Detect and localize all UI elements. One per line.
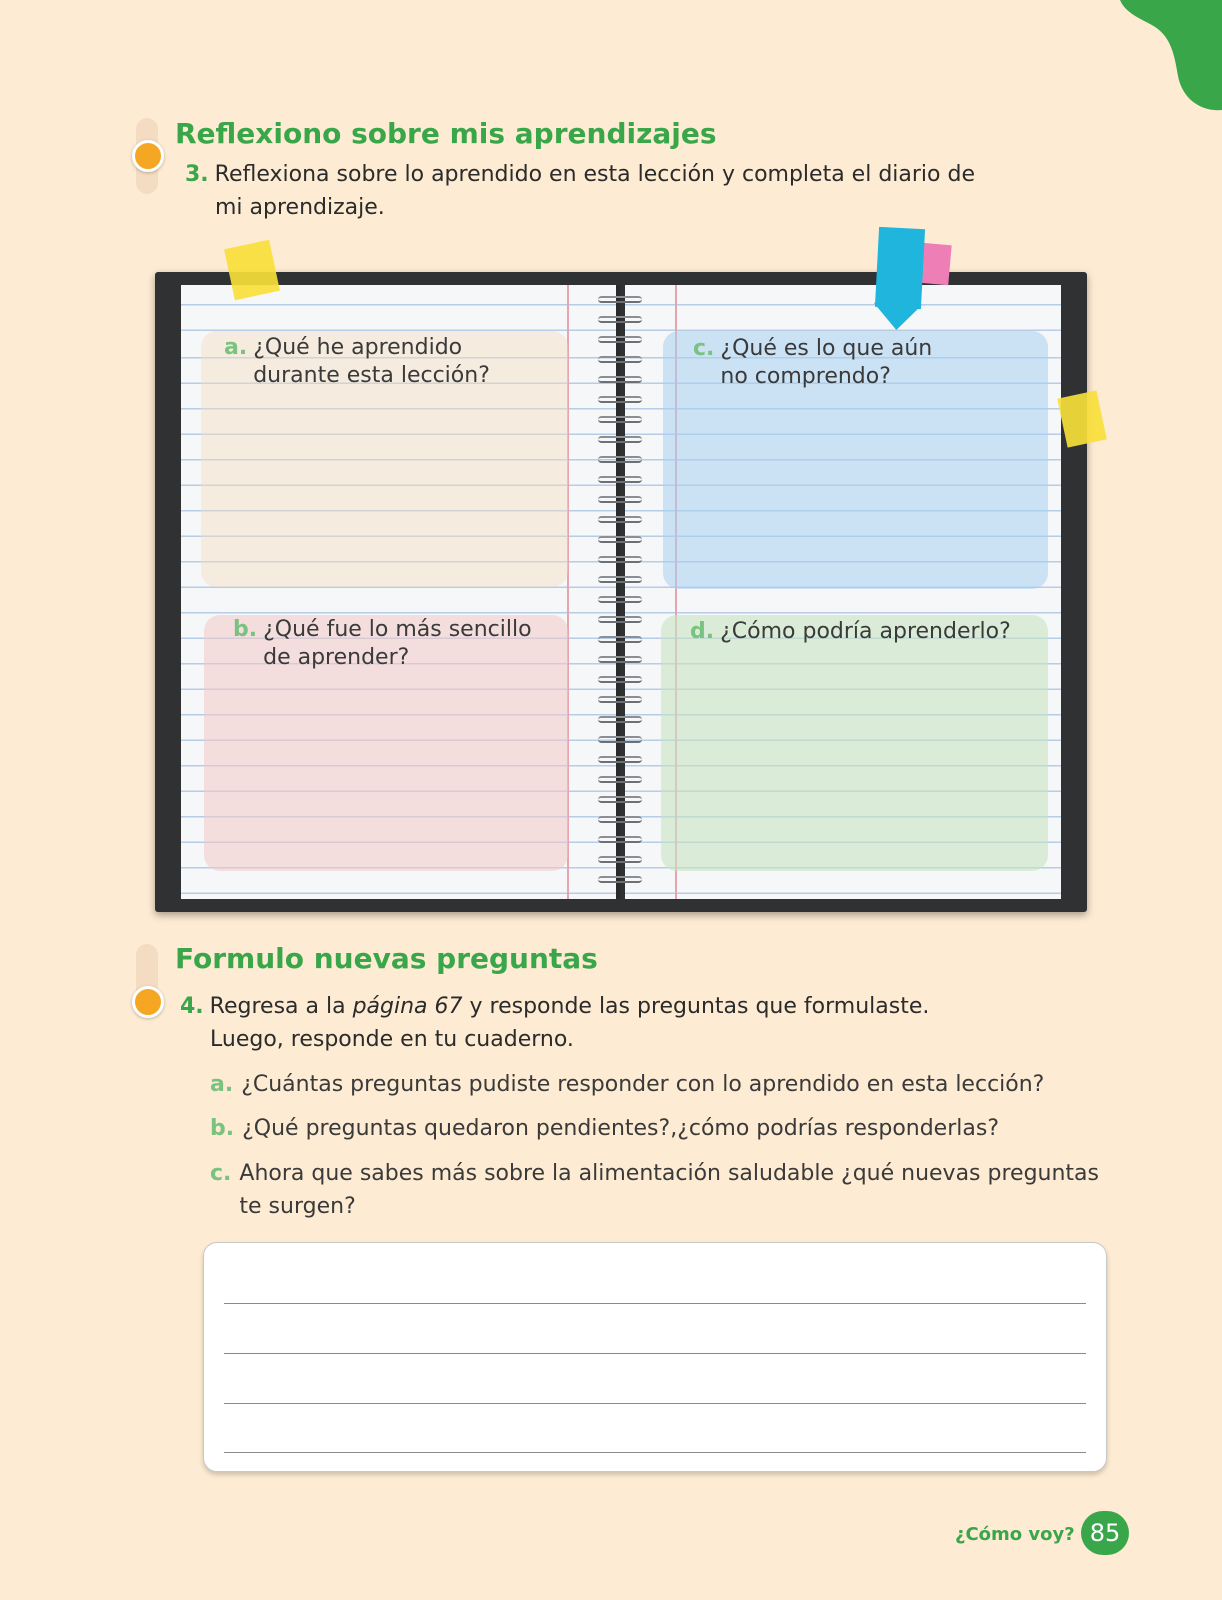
instruction-3 xyxy=(185,158,1085,224)
spiral-ring xyxy=(598,556,642,563)
spiral-ring xyxy=(598,776,642,783)
spiral-ring xyxy=(598,676,642,683)
spiral-ring xyxy=(598,816,642,823)
spiral-ring xyxy=(598,416,642,423)
question-text: no comprendo? xyxy=(720,364,891,389)
spiral-ring xyxy=(598,856,642,863)
spiral-ring xyxy=(598,316,642,323)
instruction-number: 3. xyxy=(185,162,209,187)
instruction-text: y responde las preguntas que formulaste. xyxy=(462,994,930,1019)
question-letter: c. xyxy=(693,336,715,361)
section-title-new-questions: Formulo nuevas preguntas xyxy=(175,942,598,975)
spiral-ring xyxy=(598,536,642,543)
footer-section-label: ¿Cómo voy? xyxy=(955,1524,1075,1545)
journal-question-d xyxy=(690,618,1011,646)
spiral-ring xyxy=(598,616,642,623)
question-text: ¿Cómo podría aprenderlo? xyxy=(720,619,1011,644)
section-bullet-icon xyxy=(132,986,164,1018)
blue-bookmark-icon xyxy=(875,227,925,309)
spiral-ring xyxy=(598,336,642,343)
spiral-ring xyxy=(598,696,642,703)
spiral-ring xyxy=(598,456,642,463)
journal-question-b xyxy=(233,616,532,672)
spiral-ring xyxy=(598,636,642,643)
answer-line[interactable] xyxy=(224,1403,1086,1404)
instruction-text: Reflexiona sobre lo aprendido en esta lección y completa el diario de xyxy=(214,162,975,187)
corner-decoration xyxy=(1120,0,1222,112)
spiral-ring xyxy=(598,716,642,723)
question-letter: a. xyxy=(224,335,248,360)
instruction-text-continued: Luego, responde en tu cuaderno. xyxy=(210,1027,574,1052)
sub-question-a xyxy=(210,1068,1101,1101)
spiral-ring xyxy=(598,656,642,663)
spiral-ring xyxy=(598,756,642,763)
question-letter: b. xyxy=(233,617,258,642)
answer-line[interactable] xyxy=(224,1452,1086,1453)
spiral-ring xyxy=(598,476,642,483)
sub-question-letter: a. xyxy=(210,1072,234,1097)
section-title-reflection: Reflexiono sobre mis aprendizajes xyxy=(175,117,717,150)
yellow-tape-icon xyxy=(224,240,280,300)
sub-question-letter: b. xyxy=(210,1116,235,1141)
spiral-ring xyxy=(598,836,642,843)
question-text: ¿Qué es lo que aún xyxy=(720,336,933,361)
page-number: 85 xyxy=(1081,1511,1129,1555)
spiral-ring xyxy=(598,516,642,523)
spiral-ring xyxy=(598,296,642,303)
blue-bookmark-tip xyxy=(872,303,921,331)
journal-question-a xyxy=(224,334,490,390)
spiral-ring xyxy=(598,736,642,743)
spiral-ring xyxy=(598,796,642,803)
spiral-ring xyxy=(598,436,642,443)
spiral-ring xyxy=(598,576,642,583)
question-letter: d. xyxy=(690,619,715,644)
sub-question-text: Ahora que sabes más sobre la alimentación saludable ¿qué nuevas preguntas te surgen? xyxy=(239,1161,1099,1219)
journal-box-how-to-learn[interactable] xyxy=(661,615,1048,871)
question-text: de aprender? xyxy=(263,645,410,670)
instruction-text: Regresa a la xyxy=(209,994,353,1019)
spiral-ring xyxy=(598,396,642,403)
spiral-ring xyxy=(598,876,642,883)
journal-question-c xyxy=(693,335,932,391)
page-reference: página 67 xyxy=(352,994,463,1019)
question-text: durante esta lección? xyxy=(253,363,490,388)
spiral-ring xyxy=(598,356,642,363)
sub-question-text: ¿Qué preguntas quedaron pendientes?,¿cómo podrías responderlas? xyxy=(242,1116,999,1141)
sub-question-text: ¿Cuántas preguntas pudiste responder con lo aprendido en esta lección? xyxy=(241,1072,1045,1097)
sub-question-letter: c. xyxy=(210,1161,232,1186)
sub-question-c xyxy=(210,1157,1099,1223)
spiral-ring xyxy=(598,596,642,603)
spiral-ring xyxy=(598,376,642,383)
answer-line[interactable] xyxy=(224,1303,1086,1304)
instruction-number: 4. xyxy=(180,994,204,1019)
question-text: ¿Qué fue lo más sencillo xyxy=(263,617,532,642)
spiral-ring xyxy=(598,496,642,503)
section-bullet-icon xyxy=(132,140,164,172)
sub-question-b xyxy=(210,1112,1102,1145)
instruction-text-continued: mi aprendizaje. xyxy=(215,195,385,220)
instruction-4 xyxy=(180,990,1080,1056)
question-text: ¿Qué he aprendido xyxy=(253,335,463,360)
answer-line[interactable] xyxy=(224,1353,1086,1354)
answer-box[interactable] xyxy=(203,1242,1107,1472)
